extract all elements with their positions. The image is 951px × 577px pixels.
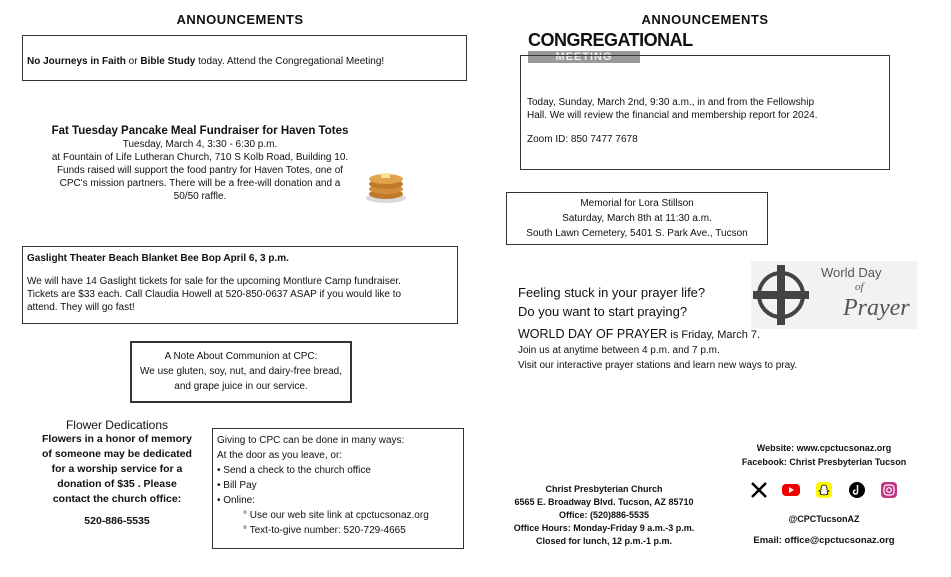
prayer-line: Join us at anytime between 4 p.m. and 7 p.m. — [518, 345, 720, 356]
website-link[interactable]: Website: www.cpctucsonaz.org — [756, 443, 892, 453]
memorial-line: South Lawn Cemetery, 5401 S. Park Ave., Tucson — [526, 228, 748, 239]
prayer-logo-line3: Prayer — [843, 295, 910, 321]
pancake-fundraiser — [20, 124, 380, 203]
communion-line: and grape juice in our service. — [174, 381, 308, 392]
flowers-line: of someone may be dedicated — [42, 448, 192, 460]
meeting-line: Hall. We will review the financial and membership report for 2024. — [527, 110, 818, 121]
giving-sub: ° Text-to-give number: 520-729-4665 — [243, 525, 406, 536]
facebook-link[interactable]: Facebook: Christ Presbyterian Tucson — [741, 457, 907, 467]
notice-rest: today. Attend the Congregational Meeting! — [195, 56, 385, 67]
giving-sub: ° Use our web site link at cpctucsonaz.org — [243, 510, 429, 521]
left-header: ANNOUNCEMENTS — [176, 12, 304, 27]
notice-bold-1: No Journeys in Faith — [27, 56, 126, 67]
prayer-logo-line1: World Day — [821, 265, 882, 280]
no-journeys-notice — [22, 35, 467, 81]
pancake-stack-icon — [364, 166, 408, 204]
communion-note — [130, 341, 352, 403]
pancake-line: Funds raised will support the food pantry for Haven Totes, one of — [56, 165, 344, 176]
zoom-id: Zoom ID: 850 7477 7678 — [527, 134, 638, 145]
notice-or: or — [125, 56, 141, 67]
flowers-line: for a worship service for a — [51, 463, 183, 475]
church-line: 6565 E. Broadway Blvd. Tucson, AZ 85710 — [514, 497, 694, 507]
giving-intro: Giving to CPC can be done in many ways: — [217, 435, 405, 446]
pancake-line: CPC's mission partners. There will be a free-will donation and a — [59, 178, 341, 189]
prayer-section — [518, 283, 797, 373]
prayer-title-bold: WORLD DAY OF PRAYER — [518, 327, 668, 341]
prayer-question: Feeling stuck in your prayer life? — [518, 285, 706, 300]
prayer-question: Do you want to start praying? — [518, 304, 688, 319]
prayer-logo-line2: of — [855, 281, 864, 293]
flowers-phone: 520-886-5535 — [84, 515, 150, 527]
gaslight-line: Tickets are $33 each. Call Claudia Howell at 520-850-0637 ASAP if you would like to — [27, 289, 402, 300]
giving-item: • Bill Pay — [217, 480, 257, 491]
email-link[interactable]: Email: office@cpctucsonaz.org — [753, 535, 895, 546]
meeting-box — [520, 55, 890, 170]
gaslight-box — [22, 246, 458, 324]
flowers-line: donation of $35 . Please — [57, 478, 177, 490]
church-line: Christ Presbyterian Church — [545, 484, 663, 494]
logo-meeting: MEETING — [528, 51, 640, 63]
pancake-title: Fat Tuesday Pancake Meal Fundraiser for Haven Totes — [51, 125, 349, 137]
gaslight-line: We will have 14 Gaslight tickets for sale for the upcoming Montlure Camp fundraiser. — [27, 276, 401, 287]
memorial-box — [506, 192, 768, 245]
memorial-title: Memorial for Lora Stillson — [580, 198, 694, 209]
notice-bold-2: Bible Study — [140, 56, 196, 67]
flowers-line: contact the church office: — [52, 493, 182, 505]
x-icon[interactable] — [750, 482, 768, 498]
social-block — [724, 441, 924, 548]
church-line: Office: (520)886-5535 — [558, 510, 650, 520]
memorial-line: Saturday, March 8th at 11:30 a.m. — [562, 213, 712, 224]
flowers-line: Flowers in a honor of memory — [42, 433, 192, 445]
pancake-line: Tuesday, March 4, 3:30 - 6:30 p.m. — [122, 139, 278, 150]
right-header: ANNOUNCEMENTS — [641, 12, 769, 27]
youtube-icon[interactable] — [782, 482, 800, 498]
prayer-line: Visit our interactive prayer stations and learn new ways to pray. — [518, 360, 798, 371]
gaslight-title: Gaslight Theater Beach Blanket Bee Bop April 6, 3 p.m. — [27, 253, 289, 264]
giving-item: • Online: — [217, 495, 255, 506]
meeting-line: Today, Sunday, March 2nd, 9:30 a.m., in and from the Fellowship — [527, 97, 815, 108]
pancake-line: at Fountain of Life Lutheran Church, 710 S Kolb Road, Building 10. — [51, 152, 349, 163]
flowers-title: Flower Dedications — [65, 418, 169, 432]
church-line: Closed for lunch, 12 p.m.-1 p.m. — [535, 536, 673, 546]
snapchat-icon[interactable] — [815, 482, 833, 498]
giving-line2: At the door as you leave, or: — [217, 450, 343, 461]
giving-item: • Send a check to the church office — [217, 465, 371, 476]
social-handle: @CPCTucsonAZ — [788, 514, 860, 524]
instagram-icon[interactable] — [880, 482, 898, 498]
pancake-line: 50/50 raffle. — [173, 191, 227, 202]
tiktok-icon[interactable] — [848, 482, 866, 498]
church-line: Office Hours: Monday-Friday 9 a.m.-3 p.m. — [513, 523, 695, 533]
logo-congregational: CONGREGATIONAL — [528, 30, 693, 50]
prayer-title-rest: is Friday, March 7. — [667, 329, 761, 341]
communion-line: We use gluten, soy, nut, and dairy-free bread, — [140, 366, 342, 377]
communion-line: A Note About Communion at CPC: — [164, 351, 318, 362]
flower-dedications — [22, 418, 212, 527]
gaslight-line: attend. They will go fast! — [27, 302, 135, 313]
church-info — [496, 483, 712, 548]
giving-box — [212, 428, 464, 549]
